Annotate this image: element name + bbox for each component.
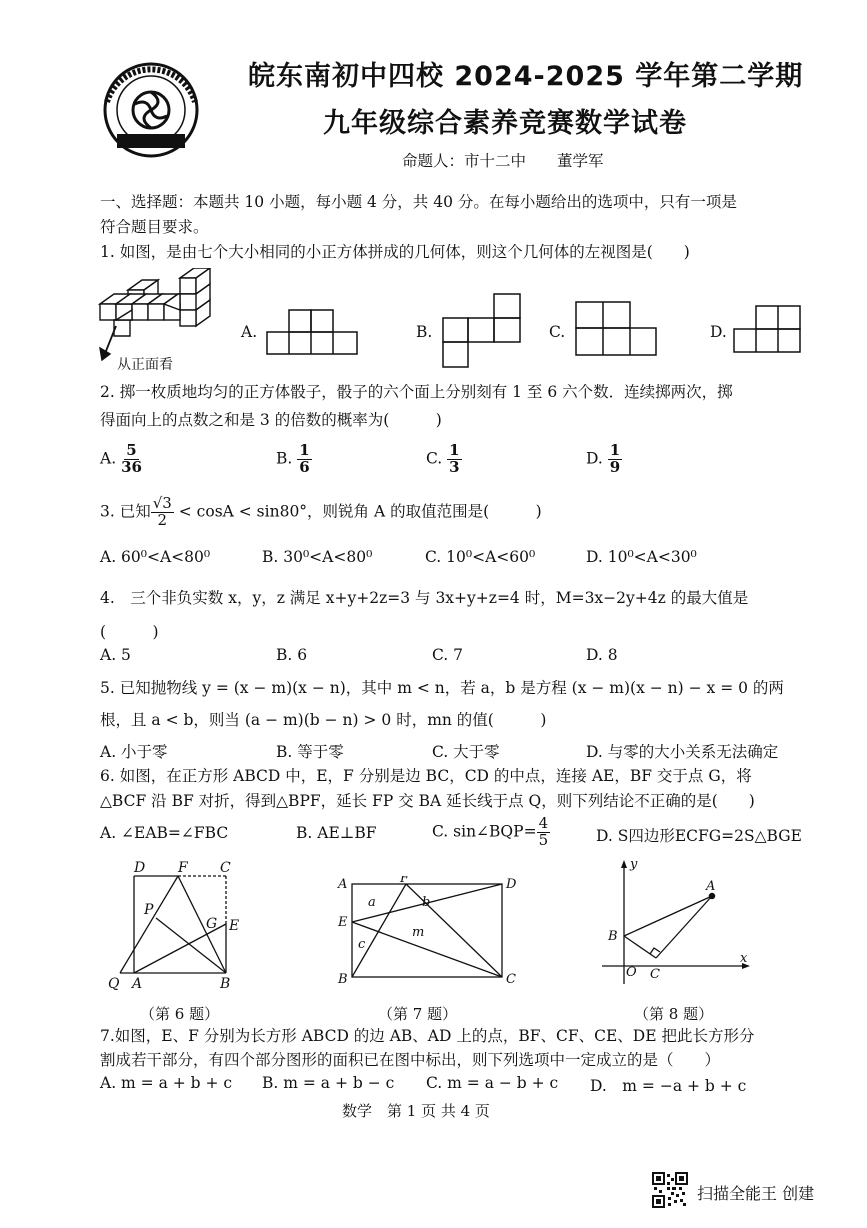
q6-option-a[interactable]: A. ∠EAB=∠FBC xyxy=(100,824,229,842)
fig6-label-a: A xyxy=(132,976,143,992)
fig6-label-e: E xyxy=(229,918,240,934)
exam-author: 命题人：市十二中 董学军 xyxy=(402,152,604,170)
q6-stem-line2: △BCF 沿 BF 对折，得到△BPF，延长 FP 交 BA 延长线于点 Q，则下列结论不正确的是( ) xyxy=(100,792,755,810)
fig7-label-d: D xyxy=(506,877,517,892)
fig6-label-f: F xyxy=(178,860,188,876)
q3-option-b[interactable]: B. 30⁰<A<80⁰ xyxy=(262,548,373,566)
q6-option-c-numerator: 4 xyxy=(538,814,549,832)
q6-option-c-denominator: 5 xyxy=(538,830,549,849)
q2-option-c-numerator: 1 xyxy=(449,441,460,459)
q2-stem-line2: 得面向上的点数之和是 3 的倍数的概率为( ) xyxy=(100,411,442,429)
figure-q8-caption: （第 8 题） xyxy=(634,1005,714,1023)
fig6-label-q: Q xyxy=(108,976,120,992)
q4-option-b[interactable]: B. 6 xyxy=(276,646,308,664)
q1-option-d-view xyxy=(733,305,801,357)
fig7-region-a: a xyxy=(368,895,376,910)
exam-title-line1: 皖东南初中四校 2024-2025 学年第二学期 xyxy=(248,61,804,92)
q2-option-d-numerator: 1 xyxy=(609,441,621,459)
q3-stem: 3. 已知 $\frac{√3}{2}$ < cosA < sin80°，则锐角 A 的取值范围是( ) xyxy=(100,494,542,529)
q2-stem-line1: 2. 掷一枚质地均匀的正方体骰子，骰子的六个面上分别刻有 1 至 6 六个数．连续掷两次，掷 xyxy=(100,383,733,401)
fig8-label-c: C xyxy=(650,967,660,982)
q5-stem-line1: 5. 已知抛物线 y = (x − m)(x − n)，其中 m < n，若 a，b 是方程 (x − m)(x − n) − x = 0 的两 xyxy=(100,679,784,697)
q3-option-d[interactable]: D. 10⁰<A<30⁰ xyxy=(586,548,697,566)
q1-stem: 1. 如图，是由七个大小相同的小正方体拼成的几何体，则这个几何体的左视图是( ) xyxy=(100,243,690,261)
fig8-label-a: A xyxy=(706,879,716,894)
q3-option-a[interactable]: A. 60⁰<A<80⁰ xyxy=(100,548,211,566)
q2-option-b-denominator: 6 xyxy=(299,457,310,476)
q1-option-c-view xyxy=(575,301,657,361)
q4-option-a[interactable]: A. 5 xyxy=(100,646,131,664)
q5-option-b[interactable]: B. 等于零 xyxy=(276,743,344,761)
q3-fraction-denominator: 2 xyxy=(157,510,168,529)
fig7-label-e: E xyxy=(338,915,348,930)
fig6-label-b: B xyxy=(220,976,231,992)
page-footer: 数学 第 1 页 共 4 页 xyxy=(342,1102,490,1120)
q5-option-d[interactable]: D. 与零的大小关系无法确定 xyxy=(586,743,779,761)
scanner-watermark: 扫描全能王 创建 xyxy=(697,1184,815,1203)
q2-option-a-numerator: 5 xyxy=(126,441,137,459)
q7-option-b[interactable]: B. m = a + b − c xyxy=(262,1074,395,1092)
q2-option-a[interactable]: A. $\frac{5}{36}$ xyxy=(100,441,142,476)
section-instruction-line1: 一、选择题：本题共 10 小题，每小题 4 分，共 40 分。在每小题给出的选项中，只有一项是 xyxy=(100,193,737,211)
q4-option-d[interactable]: D. 8 xyxy=(586,646,618,664)
q1-option-a-view xyxy=(266,309,358,359)
school-seal-logo xyxy=(103,62,199,158)
q2-option-c[interactable]: C. $\frac{1}{3}$ xyxy=(426,441,460,476)
fig6-label-g: G xyxy=(206,916,218,932)
figure-q8-coordinate xyxy=(598,858,758,988)
q6-option-b[interactable]: B. AE⊥BF xyxy=(296,824,377,842)
fig8-label-y: y xyxy=(630,858,638,872)
fig7-label-a: A xyxy=(338,877,348,892)
fig7-label-c: C xyxy=(506,972,516,987)
q2-option-c-denominator: 3 xyxy=(449,457,460,476)
figure-q7-rectangle xyxy=(336,876,526,990)
fig8-label-o: O xyxy=(626,965,637,980)
q4-option-c[interactable]: C. 7 xyxy=(432,646,464,664)
section-instruction-line2: 符合题目要求。 xyxy=(100,218,209,236)
q5-stem-line2: 根，且 a < b，则当 (a − m)(b − n) > 0 时，mn 的值( ) xyxy=(100,711,547,729)
q7-option-c[interactable]: C. m = a − b + c xyxy=(426,1074,559,1092)
q6-option-c[interactable]: C. sin∠BQP= $\frac{4}{5}$ xyxy=(432,814,549,849)
q7-option-a[interactable]: A. m = a + b + c xyxy=(100,1074,233,1092)
qr-code-icon xyxy=(652,1172,688,1208)
fig8-label-b: B xyxy=(608,929,618,944)
q7-stem-line2: 割成若干部分，有四个部分图形的面积已在图中标出，则下列选项中一定成立的是（ ） xyxy=(100,1051,721,1069)
q1-option-a-label[interactable]: A. xyxy=(241,323,258,341)
q6-stem-line1: 6. 如图，在正方形 ABCD 中，E，F 分别是边 BC，CD 的中点，连接 AE，BF 交于点 G，将 xyxy=(100,767,752,785)
figure-q7-caption: （第 7 题） xyxy=(378,1005,458,1023)
q3-option-c[interactable]: C. 10⁰<A<60⁰ xyxy=(425,548,536,566)
q1-option-c-label[interactable]: C. xyxy=(549,323,566,341)
figure-q6-square xyxy=(104,858,244,992)
fig7-region-c: c xyxy=(358,937,366,952)
q4-stem-line2: ( ) xyxy=(100,623,159,641)
q2-option-a-denominator: 36 xyxy=(121,457,142,476)
q6-option-d[interactable]: D. S四边形ECFG=2S△BGE xyxy=(596,827,802,845)
q5-option-c[interactable]: C. 大于零 xyxy=(432,743,500,761)
q2-option-b[interactable]: B. $\frac{1}{6}$ xyxy=(276,441,310,476)
fig6-label-c: C xyxy=(220,860,231,876)
q2-option-d[interactable]: D. $\frac{1}{9}$ xyxy=(586,441,621,476)
q1-option-b-label[interactable]: B. xyxy=(416,323,433,341)
q3-fraction-numerator: √3 xyxy=(152,494,172,512)
fig7-label-b: B xyxy=(338,972,348,987)
fig7-region-b: b xyxy=(422,895,431,910)
q7-stem-line1: 7.如图，E、F 分别为长方形 ABCD 的边 AB、AD 上的点，BF、CF、CE、DE 把此长方形分 xyxy=(100,1027,755,1045)
q1-front-view-label: 从正面看 xyxy=(117,357,173,373)
fig7-region-m: m xyxy=(412,925,425,940)
q2-option-d-denominator: 9 xyxy=(609,457,621,476)
exam-title-line2: 九年级综合素养竞赛数学试卷 xyxy=(323,108,687,139)
q2-option-b-numerator: 1 xyxy=(299,441,310,459)
q7-option-d[interactable]: D. m = −a + b + c xyxy=(590,1077,747,1095)
fig6-label-p: P xyxy=(144,902,154,918)
figure-q6-caption: （第 6 题） xyxy=(140,1005,220,1023)
fig7-label-f: F xyxy=(400,876,410,886)
fig8-label-x: x xyxy=(740,951,748,966)
q1-option-b-view xyxy=(442,293,522,373)
fig6-label-d: D xyxy=(134,860,146,876)
q5-option-a[interactable]: A. 小于零 xyxy=(100,743,168,761)
q1-option-d-label[interactable]: D. xyxy=(710,323,727,341)
q4-stem-line1: 4. 三个非负实数 x，y，z 满足 x+y+2z=3 与 3x+y+z=4 时，M=3x−2y+4z 的最大值是 xyxy=(100,589,749,607)
